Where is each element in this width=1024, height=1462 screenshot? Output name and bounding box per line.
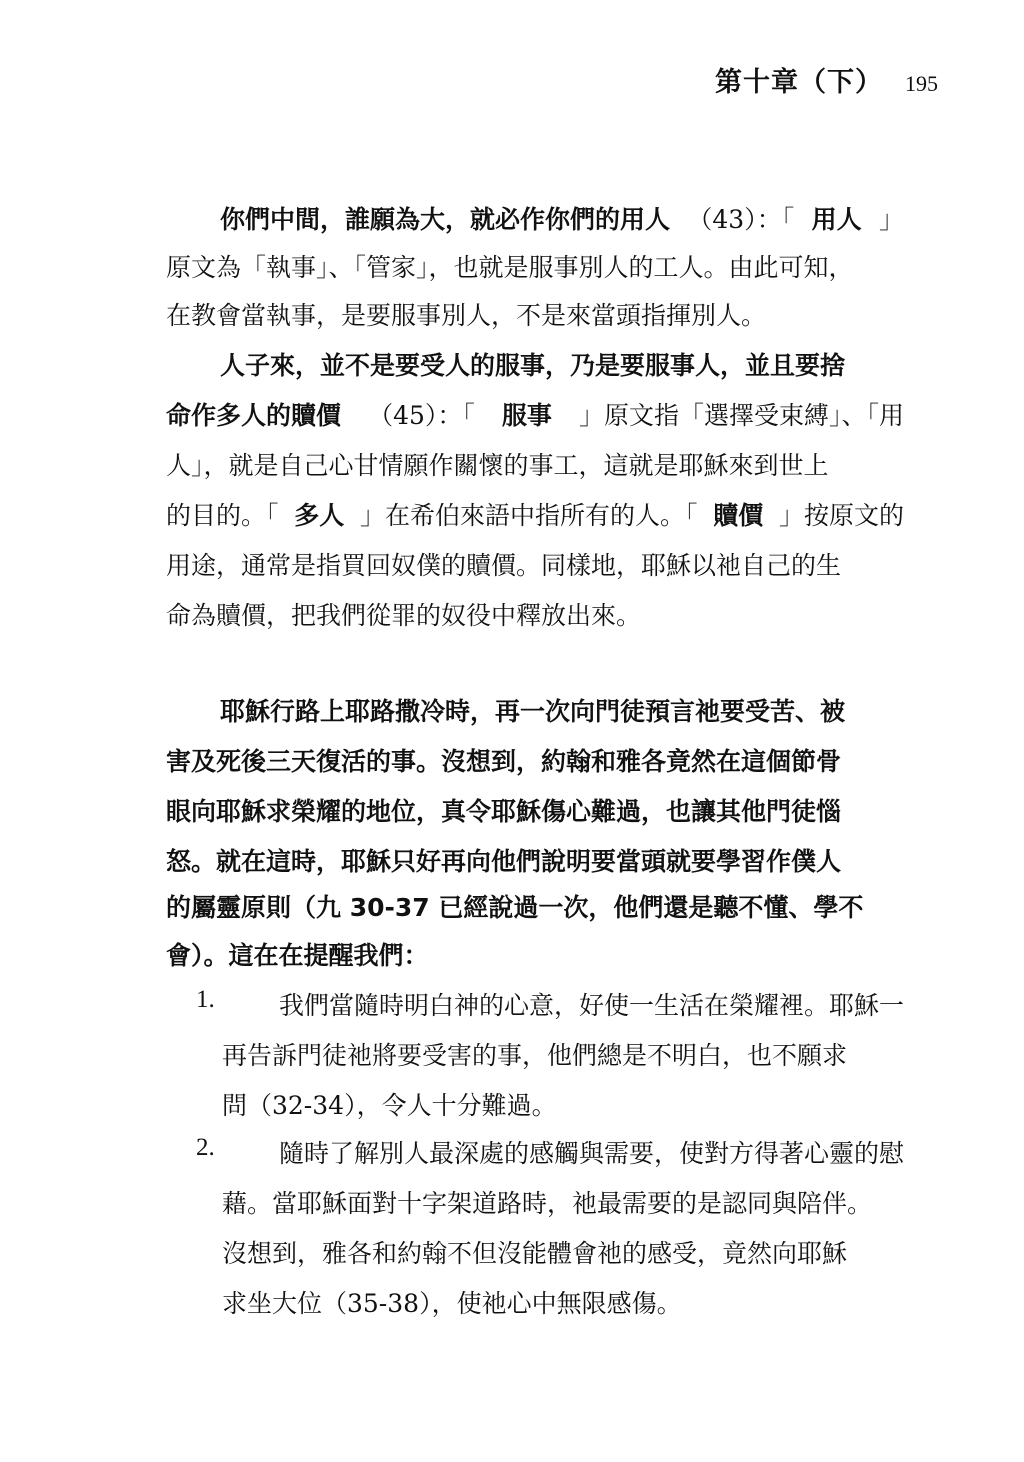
text-line xyxy=(166,496,904,532)
text-segment: 眼向耶穌求榮耀的地位，真令耶穌傷心難過，也讓其他門徒惱 xyxy=(166,797,842,826)
text-line xyxy=(166,248,904,284)
text-line xyxy=(196,1134,904,1170)
text-segment: 服事 xyxy=(501,401,552,430)
text-segment: 藉。當耶穌面對十字架道路時，祂最需要的是認同與陪伴。 xyxy=(222,1189,873,1218)
text-segment: 原文為「執事」、「管家」，也就是服事別人的工人。由此可知， xyxy=(166,253,854,282)
text-segment: 人子來，並不是要受人的服事，乃是要服事人，並且要捨 xyxy=(220,351,846,380)
text-line xyxy=(166,792,904,828)
text-segment: 1. xyxy=(196,986,221,1013)
text-line xyxy=(220,200,904,236)
text-line xyxy=(166,446,904,482)
text-line xyxy=(166,396,904,432)
text-segment: 2. xyxy=(196,1134,221,1161)
text-line xyxy=(166,596,904,632)
text-segment: 隨時了解別人最深處的感觸與需要，使對方得著心靈的慰 xyxy=(278,1139,904,1168)
text-line xyxy=(222,1086,904,1122)
text-segment: 耶穌行路上耶路撒冷時，再一次向門徒預言祂要受苦、被 xyxy=(220,697,846,726)
text-segment: 贖價 xyxy=(713,501,764,530)
text-segment: 人」，就是自己心甘情願作關懷的事工，這就是耶穌來到世上 xyxy=(166,451,829,480)
text-segment: 用人 xyxy=(811,205,862,234)
text-line xyxy=(220,692,904,728)
text-segment: 會）。這在在提醒我們： xyxy=(166,941,429,970)
text-segment: 在教會當執事，是要服事別人，不是來當頭指揮別人。 xyxy=(166,301,767,330)
text-segment: 你們中間，誰願為大，就必作你們的用人 xyxy=(220,205,671,234)
text-segment: 多人 xyxy=(294,501,345,530)
text-line xyxy=(166,546,904,582)
text-segment: 怒。就在這時，耶穌只好再向他們說明要當頭就要學習作僕人 xyxy=(166,847,842,876)
text-segment: 沒想到，雅各和約翰不但沒能體會祂的感受，竟然向耶穌 xyxy=(222,1239,848,1268)
text-segment: 求坐大位（35-38），使祂心中無限感傷。 xyxy=(222,1289,682,1318)
text-line xyxy=(222,1036,904,1072)
text-segment: 再告訴門徒祂將要受害的事，他們總是不明白，也不願求 xyxy=(222,1041,848,1070)
text-line xyxy=(196,986,904,1022)
text-segment: 問（32-34），令人十分難過。 xyxy=(222,1091,557,1120)
text-line xyxy=(220,346,904,382)
text-segment: 的屬靈原則（九 30-37 已經說過一次，他們還是聽不懂、學不 xyxy=(166,893,864,922)
running-header xyxy=(715,60,938,99)
page-number: 195 xyxy=(905,71,938,96)
text-line xyxy=(222,1234,904,1270)
text-segment: （43）：「 xyxy=(687,205,795,234)
text-segment: 」在希伯來語中指所有的人。「 xyxy=(359,501,698,530)
text-line xyxy=(222,1184,904,1220)
text-segment: 命作多人的贖價 xyxy=(166,401,342,430)
text-line xyxy=(166,296,904,332)
text-segment: 用途，通常是指買回奴僕的贖價。同樣地，耶穌以祂自己的生 xyxy=(166,551,842,580)
text-line xyxy=(166,842,904,878)
text-line xyxy=(166,742,904,778)
text-segment: 的目的。「 xyxy=(166,501,279,530)
text-line xyxy=(222,1284,904,1320)
text-segment: 我們當隨時明白神的心意，好使一生活在榮耀裡。耶穌一 xyxy=(278,991,904,1020)
text-segment: （45）：「 xyxy=(368,401,475,430)
text-segment: 害及死後三天復活的事。沒想到，約翰和雅各竟然在這個節骨 xyxy=(166,747,842,776)
text-line xyxy=(166,888,904,924)
text-segment: 命為贖價，把我們從罪的奴役中釋放出來。 xyxy=(166,601,642,630)
text-segment: 」按原文的 xyxy=(778,501,904,530)
text-line xyxy=(166,936,904,972)
text-segment: 」 xyxy=(878,205,904,234)
chapter-title: 第十章（下） xyxy=(715,67,883,98)
text-segment: 」原文指「選擇受束縛」、「用 xyxy=(578,401,904,430)
